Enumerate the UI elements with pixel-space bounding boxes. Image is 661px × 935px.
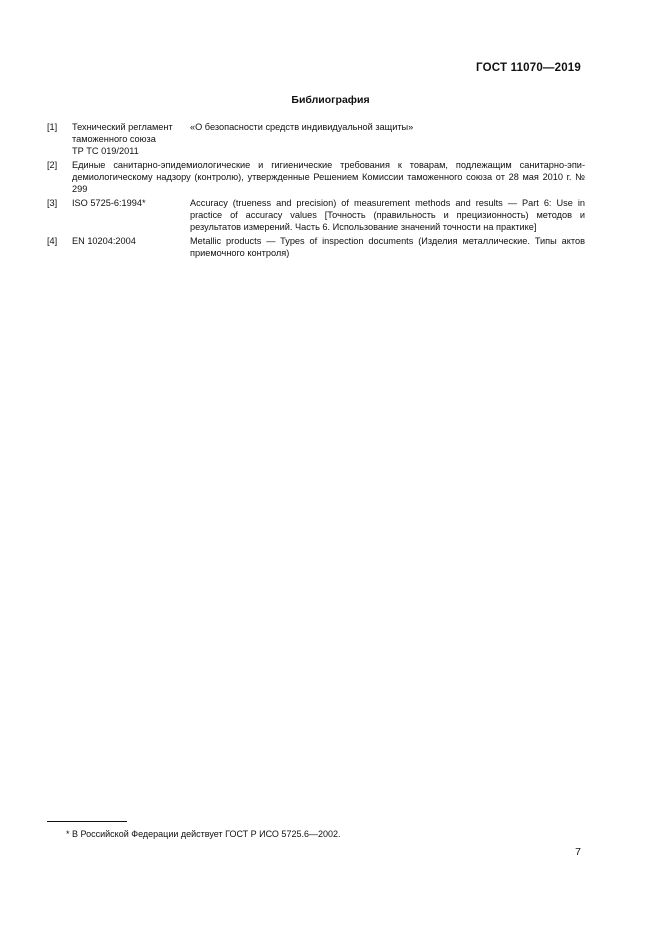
bibliography-title: Библиография bbox=[291, 94, 370, 106]
bib-doc-line: Технический регламент bbox=[72, 122, 173, 132]
bib-entry-description: Accuracy (trueness and precision) of measurement methods and results — Part 6: Use in practice of accuracy values [Точность (правильность и прецизионность) методов и результатов измерений. Часть 6. Использование значений точности на практике] bbox=[190, 198, 585, 232]
bib-entry-1 bbox=[47, 121, 585, 157]
footnote: * В Российской Федерации действует ГОСТ Р ИСО 5725.6—2002. bbox=[66, 829, 341, 839]
bib-entry-number: [1] bbox=[47, 122, 58, 132]
bib-entry-description: Metallic products — Types of inspection documents (Изделия металлические. Типы актов приемочного контроля) bbox=[190, 236, 585, 258]
bib-entry-document bbox=[72, 121, 190, 157]
bib-entry-number: [2] bbox=[47, 160, 58, 170]
page-number: 7 bbox=[575, 846, 581, 858]
bib-doc-line: таможенного союза bbox=[72, 134, 156, 144]
bib-entry-document: EN 10204:2004 bbox=[72, 236, 136, 246]
footnote-separator bbox=[47, 821, 127, 822]
bib-entry-description: «О безопасности средств индивидуальной защиты» bbox=[190, 122, 414, 132]
bib-entry-number: [3] bbox=[47, 198, 58, 208]
bib-entry-text: Единые санитарно-эпидемиологические и гигиенические требования к товарам, подлежащим санитарно-эпи-демиологическому надзору (контролю), утвержденные Решением Комиссии таможенного союза от 28 мая 2010 г. № 299 bbox=[72, 160, 585, 194]
bib-entry-number: [4] bbox=[47, 236, 58, 246]
bib-entry-3 bbox=[47, 197, 585, 233]
bib-entry-document: ISO 5725-6:1994* bbox=[72, 198, 146, 208]
standard-code: ГОСТ 11070—2019 bbox=[476, 62, 581, 74]
bib-doc-line: ТР ТС 019/2011 bbox=[72, 146, 139, 156]
bib-entry-2 bbox=[47, 159, 585, 195]
bibliography-list bbox=[47, 121, 585, 261]
bib-entry-4 bbox=[47, 235, 585, 259]
